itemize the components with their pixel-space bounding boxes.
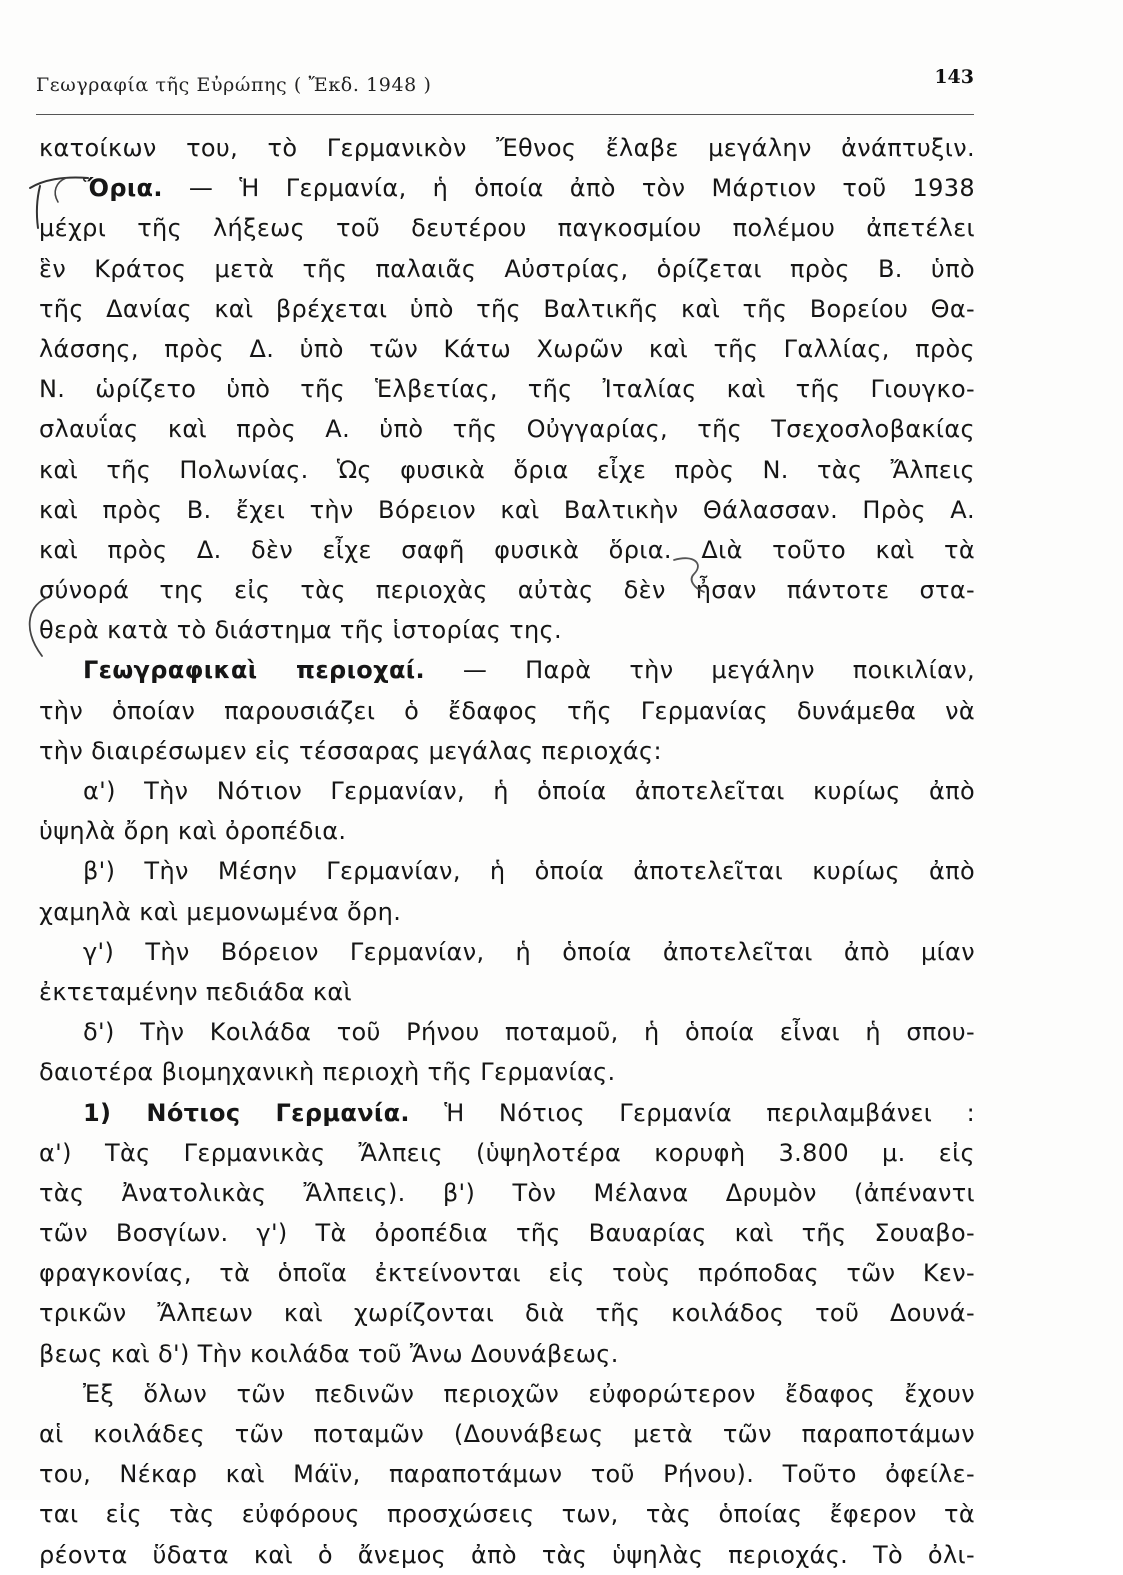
text-line: ὑψηλὰ ὄρη καὶ ὀροπέδια.	[39, 817, 347, 846]
text-line: τὰς Ἀνατολικὰς Ἄλπεις). β') Τὸν Μέλανα Δρυμὸν (ἀπέναντι	[39, 1178, 975, 1207]
page-number: 143	[934, 66, 974, 88]
text-line: καὶ τῆς Πολωνίας. Ὡς φυσικὰ ὅρια εἶχε πρὸς Ν. τὰς Ἄλπεις	[39, 455, 975, 484]
section-heading-regions: Γεωγραφικαὶ περιοχαί.	[83, 656, 425, 685]
text-line: δαιοτέρα βιομηχανικὴ περιοχὴ τῆς Γερμανίας.	[39, 1058, 616, 1087]
list-item-line: β') Τὴν Μέσην Γερμανίαν, ἡ ὁποία ἀποτελεῖται κυρίως ἀπὸ	[83, 857, 975, 886]
list-item-line: γ') Τὴν Βόρειον Γερμανίαν, ἡ ὁποία ἀποτελεῖται ἀπὸ μίαν	[83, 937, 975, 966]
text-line: Ν. ὡρίζετο ὑπὸ τῆς Ἑλβετίας, τῆς Ἰταλίας καὶ τῆς Γιουγκο-	[39, 375, 975, 404]
text-line: χαμηλὰ καὶ μεμονωμένα ὄρη.	[39, 897, 402, 926]
text-line: α') Τὰς Γερμανικὰς Ἄλπεις (ὑψηλοτέρα κορυφὴ 3.800 μ. εἰς	[39, 1138, 975, 1167]
header-rule	[36, 114, 974, 115]
text-line: ἐκτεταμένην πεδιάδα καὶ	[39, 977, 353, 1006]
text-line: φραγκονίας, τὰ ὁποῖα ἐκτείνονται εἰς τοὺς πρόποδας τῶν Κεν-	[39, 1259, 975, 1288]
text-line: τῆς Δανίας καὶ βρέχεται ὑπὸ τῆς Βαλτικῆς καὶ τῆς Βορείου Θα-	[39, 294, 975, 323]
text-line: καὶ πρὸς Δ. δὲν εἶχε σαφῆ φυσικὰ ὅρια. Διὰ τοῦτο καὶ τὰ	[39, 535, 975, 564]
text-line: θερὰ κατὰ τὸ διάστημα τῆς ἱστορίας της.	[39, 616, 562, 645]
section-heading-boundaries: Ὅρια.	[83, 174, 163, 203]
text-line: τὴν διαιρέσωμεν εἰς τέσσαρας μεγάλας περιοχάς:	[39, 736, 662, 765]
text-line: ρέοντα ὕδατα καὶ ὁ ἄνεμος ἀπὸ τὰς ὑψηλὰς περιοχάς. Τὸ ὀλι-	[39, 1540, 975, 1569]
text-line: τῶν Βοσγίων. γ') Τὰ ὀροπέδια τῆς Βαυαρίας καὶ τῆς Σουαβο-	[39, 1219, 975, 1248]
text-line: βεως καὶ δ') Τὴν κοιλάδα τοῦ Ἄνω Δουνάβεως.	[39, 1339, 619, 1368]
text-line: αἱ κοιλάδες τῶν ποταμῶν (Δουνάβεως μετὰ τῶν παραποτάμων	[39, 1420, 975, 1448]
body-text	[39, 128, 975, 1575]
text-line: ἓν Κράτος μετὰ τῆς παλαιᾶς Αὐστρίας, ὁρίζεται πρὸς Β. ὑπὸ	[39, 254, 975, 283]
text-line: Ἐξ ὅλων τῶν πεδινῶν περιοχῶν εὐφορώτερον ἔδαφος ἔχουν	[83, 1379, 975, 1408]
section-heading-line-south	[39, 1093, 975, 1133]
section-heading-line-boundaries	[39, 168, 975, 208]
text-line: τρικῶν Ἄλπεων καὶ χωρίζονται διὰ τῆς κοιλάδος τοῦ Δουνά-	[39, 1299, 975, 1328]
text-line: τὴν ὁποίαν παρουσιάζει ὁ ἔδαφος τῆς Γερμανίας δυνάμεθα νὰ	[39, 696, 975, 725]
text-line: σύνορά της εἰς τὰς περιοχὰς αὐτὰς δὲν ἦσαν πάντοτε στα-	[39, 576, 975, 605]
text-line: κατοίκων του, τὸ Γερμανικὸν Ἔθνος ἔλαβε μεγάλην ἀνάπτυξιν.	[39, 134, 975, 162]
text-line: σλαυΐας καὶ πρὸς Α. ὑπὸ τῆς Οὐγγαρίας, τῆς Τσεχοσλοβακίας	[39, 415, 975, 444]
list-item-line: δ') Τὴν Κοιλάδα τοῦ Ρήνου ποταμοῦ, ἡ ὁποία εἶναι ἡ σπου-	[83, 1018, 975, 1047]
text-run: — Ἡ Γερμανία, ἡ ὁποία ἀπὸ τὸν Μάρτιον τοῦ 1938	[162, 174, 975, 203]
text-line: λάσσης, πρὸς Δ. ὑπὸ τῶν Κάτω Χωρῶν καὶ τῆς Γαλλίας, πρὸς	[39, 334, 975, 363]
text-line: μέχρι τῆς λήξεως τοῦ δευτέρου παγκοσμίου πολέμου ἀπετέλει	[39, 214, 975, 243]
text-line: ται εἰς τὰς εὐφόρους προσχώσεις των, τὰς ὁποίας ἔφερον τὰ	[39, 1500, 975, 1529]
list-item-line: α') Τὴν Νότιον Γερμανίαν, ἡ ὁποία ἀποτελεῖται κυρίως ἀπὸ	[83, 777, 975, 805]
text-run: — Παρὰ τὴν μεγάλην ποικιλίαν,	[424, 656, 975, 685]
section-heading-south-germany: 1) Νότιος Γερμανία.	[83, 1098, 410, 1127]
text-run: Ἡ Νότιος Γερμανία περιλαμβάνει :	[409, 1098, 975, 1127]
text-line: καὶ πρὸς Β. ἔχει τὴν Βόρειον καὶ Βαλτικὴν Θάλασσαν. Πρὸς Α.	[39, 495, 975, 524]
running-title: Γεωγραφία τῆς Εὐρώπης ( Ἔκδ. 1948 )	[36, 74, 432, 96]
running-header	[36, 66, 974, 100]
section-heading-line-regions	[39, 650, 975, 690]
text-line: του, Νέκαρ καὶ Μάϊν, παραποτάμων τοῦ Ρήνου). Τοῦτο ὀφείλε-	[39, 1460, 975, 1489]
